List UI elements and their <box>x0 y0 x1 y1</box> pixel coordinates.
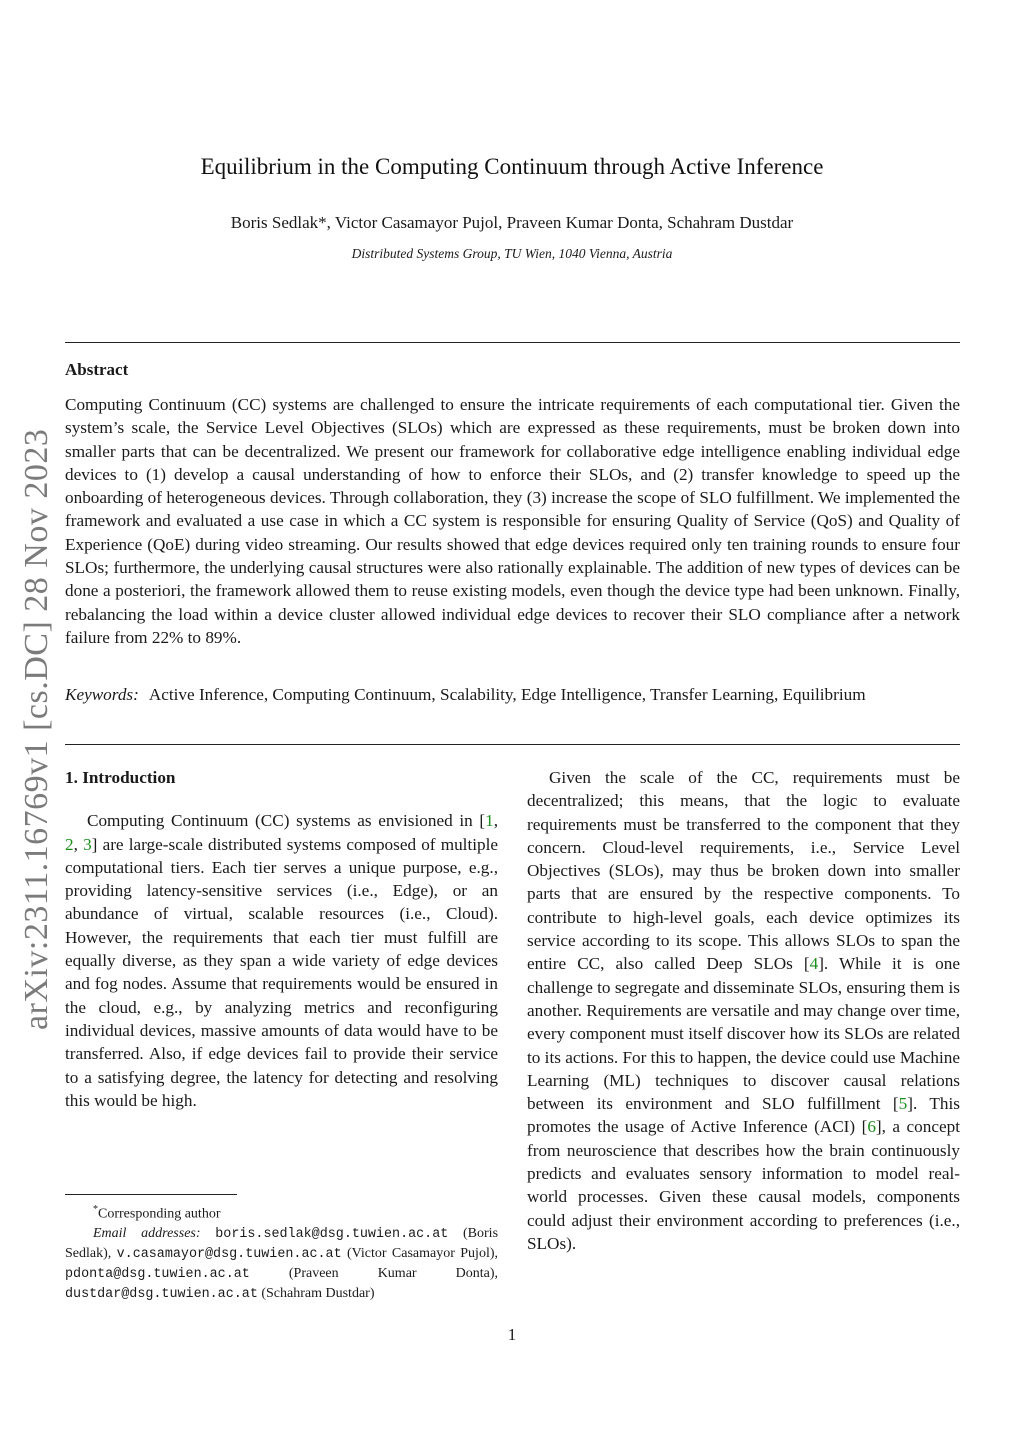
abstract-text: Computing Continuum (CC) systems are challenged to ensure the intricate requirements of each computational tier. Given the system’s scale, the Service Level Objectives (SLOs) which are expressed as these requirements, must be broken down into smaller parts that can be decentralized. We present our framework for collaborative edge intelligence enabling individual edge devices to (1) develop a causal understanding of how to enforce their SLOs, and (2) transfer knowledge to speed up the onboarding of heterogeneous devices. Through collaboration, they (3) increase the scope of SLO fulfillment. We implemented the framework and evaluated a use case in which a CC system is responsible for ensuring Quality of Service (QoS) and Quality of Experience (QoE) during video streaming. Our results showed that edge devices required only ten training rounds to ensure four SLOs; furthermore, the underlying causal structures were also rationally explainable. The addition of new types of devices can be done a posteriori, the framework allowed them to reuse existing models, even though the device type had been unknown. Finally, rebalancing the load within a device cluster allowed individual edge devices to recover their SLO compliance after a network failure from 22% to 89%. <box>65 395 960 647</box>
citation-link[interactable]: 5 <box>898 1094 908 1114</box>
keywords <box>65 683 960 706</box>
arxiv-stamp: arXiv:2311.16769v1 [cs.DC] 28 Nov 2023 <box>18 428 55 1030</box>
footnote-emails: Email addresses: boris.sedlak@dsg.tuwien.ac.at (Boris Sedlak), v.casamayor@dsg.tuwien.ac.at (Victor Casamayor Pujol), pdonta@dsg.tuwien.ac.at (Praveen Kumar Donta), dustdar@dsg.tuwien.ac.at (Schahram Dustdar) <box>65 1225 499 1302</box>
citation-link[interactable]: 6 <box>867 1117 876 1137</box>
email-link[interactable]: dustdar@dsg.tuwien.ac.at <box>65 1286 258 1302</box>
intro-paragraph-2: Given the scale of the CC, requirements must be decentralized; this means, that the logic to evaluate requirements must be transferred to the component that they concern. Cloud-level requirements, i.e., Service Level Objectives (SLOs), may thus be broken down into smaller parts that are ensured by the respective components. To contribute to high-level goals, each device optimizes its service according to its scope. This allows SLOs to span the entire CC, also called Deep SLOs [4]. While it is one challenge to segregate and disseminate SLOs, ensuring them is another. Requirements are versatile and may change over time, every component must itself discover how its SLOs are related to its actions. For this to happen, the device could use Machine Learning (ML) techniques to discover causal relations between its environment and SLO fulfillment [5]. This promotes the usage of Active Inference (ACI) [6], a concept from neuroscience that describes how the brain continuously predicts and evaluates sensory information to model real-world processes. Given these causal models, components could adjust their environment according to preferences (i.e., SLOs). <box>527 768 960 1253</box>
abstract-heading: Abstract <box>65 360 129 379</box>
right-column <box>527 766 960 1255</box>
affiliation: Distributed Systems Group, TU Wien, 1040 Vienna, Austria <box>351 246 673 261</box>
page-number: 1 <box>507 1325 517 1344</box>
intro-paragraph-1: Computing Continuum (CC) systems as envisioned in [1, 2, 3] are large-scale distributed systems composed of multiple computational tiers. Each tier serves a unique purpose, e.g., providing latency-sensitive services (i.e., Edge), or an abundance of virtual, scalable resources (i.e., Cloud). However, the requirements that each tier must fulfill are equally diverse, as they span a wide variety of edge devices and fog nodes. Assume that requirements would be ensured in the cloud, e.g., by analyzing metrics and reconfiguring individual devices, massive amounts of data would have to be transferred. Also, if edge devices fail to provide their service to a satisfying degree, the latency for detecting and resolving this would be high. <box>65 811 499 1110</box>
footnote-corresponding: *Corresponding author <box>93 1204 221 1222</box>
author-list: Boris Sedlak*, Victor Casamayor Pujol, Praveen Kumar Donta, Schahram Dustdar <box>230 213 794 232</box>
footnote-rule <box>65 1194 237 1195</box>
footnote <box>65 1200 498 1304</box>
keywords-label: Keywords: <box>65 685 139 704</box>
citation-link[interactable]: 1 <box>485 811 494 831</box>
email-link[interactable]: boris.sedlak@dsg.tuwien.ac.at <box>215 1226 449 1242</box>
keywords-list: Active Inference, Computing Continuum, Scalability, Edge Intelligence, Transfer Learning, Equilibrium <box>148 685 866 704</box>
left-column <box>65 766 498 1112</box>
paper-title: Equilibrium in the Computing Continuum through Active Inference <box>200 154 824 179</box>
email-link[interactable]: v.casamayor@dsg.tuwien.ac.at <box>116 1246 342 1262</box>
citation-link[interactable]: 2 <box>65 834 74 854</box>
citation-link[interactable]: 3 <box>83 834 92 854</box>
abstract-top-rule <box>65 342 960 343</box>
citation-link[interactable]: 4 <box>809 954 819 974</box>
abstract-bottom-rule <box>65 744 960 745</box>
section-heading-introduction: 1. Introduction <box>65 768 176 787</box>
email-link[interactable]: pdonta@dsg.tuwien.ac.at <box>65 1266 250 1282</box>
